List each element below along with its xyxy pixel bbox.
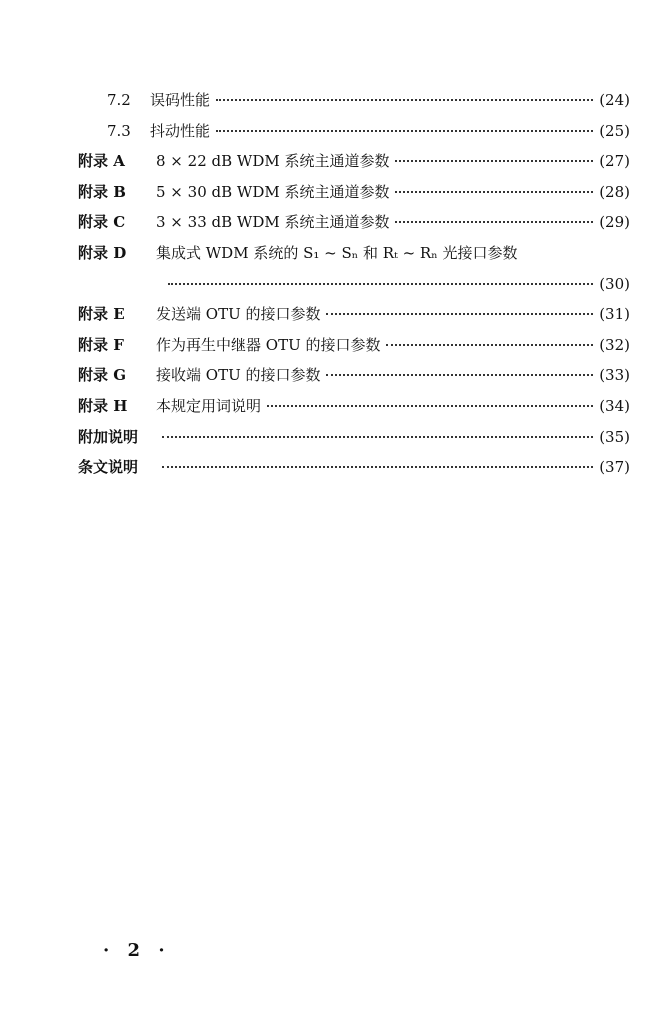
dot-leader <box>162 465 593 468</box>
toc-entry-title: 5 × 30 dB WDM 系统主通道参数 <box>156 182 390 201</box>
toc-entry-page: (28) <box>599 182 630 201</box>
dot-leader <box>168 282 593 285</box>
toc-entry-page: (32) <box>599 335 630 354</box>
toc-entry-page: (33) <box>599 366 630 385</box>
toc-entry-number: 7.3 <box>107 121 131 140</box>
dot-leader <box>216 129 593 132</box>
toc-entry-appendix-b <box>78 177 630 208</box>
toc-entry-7-3 <box>78 116 630 147</box>
toc-entry-appendix-h <box>78 391 630 422</box>
toc-entry-title: 抖动性能 <box>150 121 211 140</box>
toc-entry-label: 附录 C <box>78 213 126 232</box>
toc-entry-page: (25) <box>599 121 630 140</box>
toc-entry-title: 8 × 22 dB WDM 系统主通道参数 <box>156 152 390 171</box>
toc-entry-page: (27) <box>599 152 630 171</box>
toc-entry-title: 3 × 33 dB WDM 系统主通道参数 <box>156 213 390 232</box>
dot-leader <box>326 373 593 376</box>
toc-entry-appendix-e <box>78 299 630 330</box>
toc-entry-label: 附录 B <box>78 182 126 201</box>
toc-entry-page: (29) <box>599 213 630 232</box>
dot-leader <box>395 220 593 223</box>
toc-entry-7-2 <box>78 85 630 116</box>
toc-entry-title: 发送端 OTU 的接口参数 <box>156 305 321 324</box>
toc-entry-page: (34) <box>599 396 630 415</box>
dot-leader <box>267 404 593 407</box>
toc-entry-number: 7.2 <box>107 91 131 109</box>
toc-entry-label: 附录 A <box>78 152 125 171</box>
toc-entry-label: 附加说明 <box>78 427 139 446</box>
page-number: · 2 · <box>103 940 171 961</box>
toc-entry-page: (31) <box>599 305 630 324</box>
dot-leader <box>395 190 593 193</box>
toc-entry-title: 本规定用词说明 <box>156 396 262 415</box>
toc-entry-page: (37) <box>599 458 630 477</box>
toc-entry-title: 作为再生中继器 OTU 的接口参数 <box>156 335 381 354</box>
toc-entry-appendix-g <box>78 360 630 391</box>
toc-entry-page: (30) <box>599 274 630 293</box>
toc-entry-title: 接收端 OTU 的接口参数 <box>156 366 321 385</box>
toc-entry-label: 附录 G <box>78 366 127 385</box>
toc-entry-page: (24) <box>599 91 630 109</box>
toc-entry-page: (35) <box>599 427 630 446</box>
table-of-contents <box>78 85 630 483</box>
dot-leader <box>395 159 593 162</box>
toc-entry-label: 条文说明 <box>78 458 139 477</box>
toc-entry-label: 附录 F <box>78 335 124 354</box>
toc-entry-additional-notes <box>78 422 630 453</box>
toc-entry-appendix-d <box>78 238 630 269</box>
dot-leader <box>326 312 593 315</box>
toc-entry-appendix-f <box>78 330 630 361</box>
dot-leader <box>216 98 593 101</box>
toc-entry-appendix-a <box>78 146 630 177</box>
toc-entry-label: 附录 E <box>78 305 125 324</box>
toc-entry-label: 附录 D <box>78 243 127 262</box>
dot-leader <box>162 435 593 438</box>
toc-entry-title: 误码性能 <box>150 91 211 109</box>
toc-entry-label: 附录 H <box>78 396 128 415</box>
toc-entry-clause-explanation <box>78 452 630 483</box>
toc-entry-appendix-d-continuation <box>78 269 630 300</box>
dot-leader <box>386 343 593 346</box>
toc-entry-title: 集成式 WDM 系统的 S₁ ~ Sₙ 和 Rₜ ~ Rₙ 光接口参数 <box>156 243 518 262</box>
toc-entry-appendix-c <box>78 207 630 238</box>
